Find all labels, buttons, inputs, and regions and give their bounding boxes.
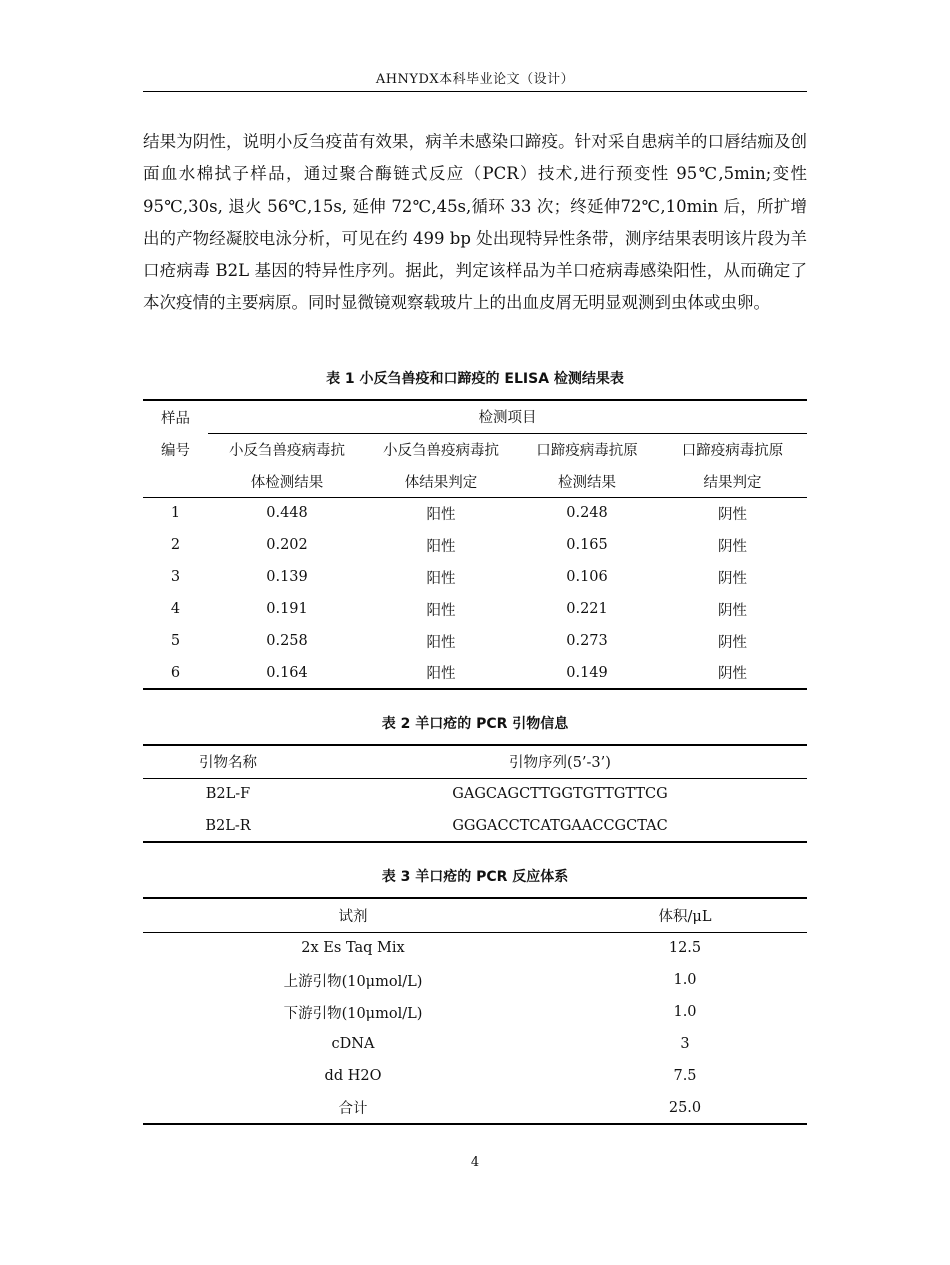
table-cell: 0.273 [566, 633, 608, 649]
table-cell: cDNA [331, 1036, 375, 1052]
table3-header-reagent: 试剂 [338, 908, 368, 925]
body-text [143, 126, 807, 320]
table-row [143, 810, 807, 842]
running-header: AHNYDX本科毕业论文（设计） [375, 72, 575, 87]
table-cell: 0.106 [566, 569, 608, 585]
table1-col4-header-line2: 结果判定 [703, 474, 762, 491]
table-cell: 0.165 [566, 537, 608, 553]
table-cell: 阳性 [426, 602, 456, 619]
table-cell: 阴性 [718, 634, 747, 651]
table-row [143, 529, 807, 561]
table-cell: 3 [170, 569, 181, 585]
table-row [143, 561, 807, 593]
table-cell: 0.149 [566, 664, 608, 681]
table-cell: 0.202 [266, 537, 308, 553]
table1-col3-header: 口蹄疫病毒抗原 [536, 443, 638, 460]
table2-header-primer-name: 引物名称 [199, 755, 257, 772]
header-rule [143, 91, 807, 92]
table-cell: 0.448 [266, 505, 308, 522]
table-cell: 1.0 [673, 972, 697, 988]
table-row [143, 657, 807, 689]
table-cell: 0.221 [566, 601, 608, 617]
table-cell: 阴性 [718, 570, 747, 587]
table-cell: 4 [170, 601, 181, 617]
table1-col3-header-line2: 检测结果 [558, 474, 616, 491]
table2-caption: 表 2 羊口疮的 PCR 引物信息 [381, 716, 569, 732]
table-cell: 阴性 [718, 666, 747, 682]
table-cell: 阴性 [718, 538, 747, 555]
table-row [143, 964, 807, 996]
table1-col2-header: 小反刍兽疫病毒抗 [383, 443, 499, 460]
table-cell: 6 [170, 664, 181, 681]
table-cell: 2x Es Taq Mix [301, 940, 405, 957]
table1-col4-header: 口蹄疫病毒抗原 [681, 443, 784, 460]
table1-header-blank [143, 466, 208, 497]
table-row [143, 778, 807, 810]
table-row [143, 1092, 807, 1124]
table-cell: 0.258 [266, 633, 308, 649]
table1-header-group: 检测项目 [208, 400, 807, 433]
table1-caption: 表 1 小反刍兽疫和口蹄疫的 ELISA 检测结果表 [326, 371, 624, 387]
table1-header-sample-line1: 样品 [161, 410, 190, 427]
table-cell: 1 [170, 505, 181, 522]
table3-header-row [143, 898, 807, 932]
table1-header-row-3 [143, 466, 807, 497]
table-cell: 阳性 [426, 570, 456, 587]
table-cell: 阳性 [426, 666, 456, 682]
table-cell: 12.5 [668, 940, 702, 957]
table3-header-volume: 体积/μL [658, 908, 712, 925]
table-row [143, 996, 807, 1028]
table1-col1-header-line2: 体检测结果 [250, 474, 324, 491]
table-cell: 2 [170, 537, 181, 553]
table-cell: 阳性 [426, 506, 456, 523]
table1-col1-header: 小反刍兽疫病毒抗 [229, 443, 345, 460]
table-cell: 7.5 [673, 1068, 697, 1084]
table-cell: GAGCAGCTTGGTGTTGTTCG [452, 786, 668, 803]
table-cell: 0.139 [266, 569, 308, 585]
table-cell: 阴性 [718, 602, 747, 619]
table-cell: 0.191 [266, 601, 308, 617]
table1-header-row-1 [143, 400, 807, 433]
table-cell: B2L-R [205, 817, 251, 834]
table-cell: 上游引物(10μmol/L) [283, 973, 423, 990]
table-cell: 0.248 [566, 505, 608, 522]
table1-col2-header-line2: 体结果判定 [404, 474, 478, 491]
table-cell: B2L-F [205, 786, 251, 803]
table-cell: 1.0 [673, 1004, 697, 1020]
table-cell: 阳性 [426, 538, 456, 555]
table-cell: 25.0 [668, 1099, 702, 1116]
table1-header-sample-line2: 编号 [161, 443, 190, 459]
table-row [143, 1060, 807, 1092]
table-row [143, 593, 807, 625]
table-cell: 下游引物(10μmol/L) [283, 1005, 423, 1022]
table-cell: 阳性 [426, 634, 456, 651]
table-cell: 合计 [338, 1101, 368, 1117]
table3-pcr-reaction-system [143, 897, 807, 1125]
table-cell: 3 [680, 1036, 690, 1052]
table-row [143, 1028, 807, 1060]
table2-header-primer-sequence: 引物序列(5’-3’) [509, 755, 611, 772]
table-cell: 阴性 [718, 506, 747, 523]
table1-elisa-results [143, 399, 807, 690]
table-row [143, 625, 807, 657]
table1-header-row-2 [143, 433, 807, 466]
table-cell: 0.164 [266, 664, 308, 681]
table-row [143, 932, 807, 964]
table2-header-row [143, 745, 807, 778]
body-paragraph: 结果为阴性，说明小反刍疫苗有效果，病羊未感染口蹄疫。针对采自患病羊的口唇结痂及创面血水棉拭子样品，通过聚合酶链式反应（PCR）技术,进行预变性 95℃,5min;变性 95℃,30s, 退火 56℃,15s, 延伸 72℃,45s,循环 33 次；终延伸72℃,10min 后，所扩增出的产物经凝胶电泳分析，可见在约 499 bp 处出现特异性条带，测序结果表明该片段为羊口疮病毒 B2L 基因的特异性序列。据此，判定该样品为羊口疮病毒感染阳性，从而确定了本次疫情的主要病原。同时显微镜观察载玻片上的出血皮屑无明显观测到虫体或虫卵。 [143, 132, 807, 313]
table-cell: dd H2O [324, 1068, 382, 1084]
table-row [143, 497, 807, 529]
page-number: 4 [470, 1155, 480, 1170]
table-cell: 5 [170, 633, 181, 649]
table3-caption: 表 3 羊口疮的 PCR 反应体系 [381, 869, 569, 885]
table2-pcr-primers [143, 744, 807, 843]
table-cell: GGGACCTCATGAACCGCTAC [452, 817, 668, 834]
